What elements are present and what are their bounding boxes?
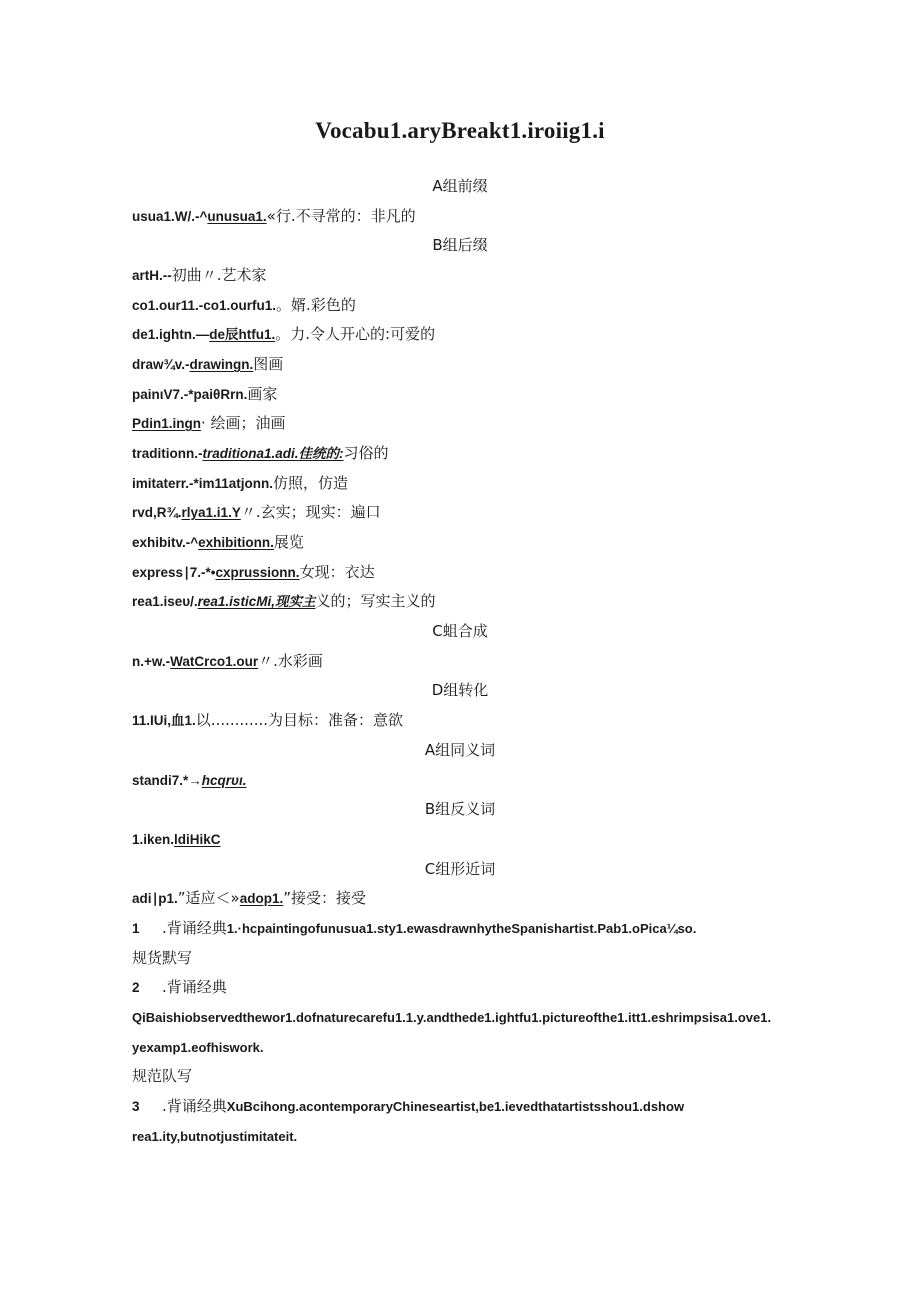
recite-item-2: 2 .背诵经典 bbox=[132, 978, 227, 996]
section-heading-synonym: A组同义词 bbox=[424, 741, 496, 759]
page-title: Vocabu1.aryBreakt1.iroiig1.i bbox=[315, 118, 605, 143]
recite-item-1: 1 .背诵经典1.·hcpaintingofunusua1.sty1.ewasdrawnhytheSpanishartist.Pab1.oPica¼so. bbox=[132, 919, 697, 937]
section-heading-compound: C蛆合成 bbox=[432, 622, 488, 640]
vocab-entry-realise: rea1.iseυ/.rea1.isticMi,现实主义的；写实主义的 bbox=[132, 592, 436, 610]
section-heading-suffix: B组后缀 bbox=[432, 236, 488, 254]
section-heading-prefix: A组前缀 bbox=[432, 177, 488, 195]
vocab-entry-tradition: traditionn.-traditiona1.adi.佳统的:习俗的 bbox=[132, 444, 389, 462]
recite-item-3-text-cont: rea1.ity,butnotjustimitateit. bbox=[132, 1129, 298, 1144]
vocab-entry-unusual: usua1.W/.-^unusua1.«行.不寻常的：非凡的 bbox=[132, 207, 416, 225]
section-heading-antonym: B组反义词 bbox=[424, 800, 496, 818]
recite-item-2-text: QiBaishiobservedthewor1.dofnaturecarefu1.1.y.andthede1.ightfu1.pictureofthe1.itt1.eshrimpsisa1.ove1. bbox=[132, 1010, 772, 1025]
vocab-entry-express: express∣7.-*•cxprussionn.女现：衣达 bbox=[132, 563, 375, 581]
vocab-entry-real: rvd,R¾.rlya1.i1.Y〃.玄实；现实：遍口 bbox=[132, 503, 381, 521]
recite-item-3: 3 .背诵经典XuBcihong.acontemporaryChineseartist,be1.ievedthatartistsshou1.dshow bbox=[132, 1097, 685, 1115]
recite-item-2-text-cont: yexamp1.eofhiswork. bbox=[132, 1040, 264, 1055]
vocab-entry-delight: de1.ightn.—de辰htfu1.。力.令人开心的:可爱的 bbox=[132, 325, 436, 343]
vocab-entry-paint: painιV7.-*paiθRrn.画家 bbox=[132, 385, 278, 403]
vocab-entry-exhibit: exhibitv.-^exhibitionn.展览 bbox=[132, 533, 304, 551]
vocab-entry-aim: 11.IUi,血1.以............为目标：准备：意欲 bbox=[132, 711, 404, 729]
vocab-entry-art: artH.--初曲〃.艺术家 bbox=[132, 266, 267, 284]
vocab-entry-painting: Pdin1.ingn· 绘画；油画 bbox=[132, 414, 286, 432]
vocab-entry-colour: co1.our11.-co1.ourfu1.。婿.彩色的 bbox=[132, 296, 356, 314]
vocab-entry-draw: draw¾v.-drawingn.图画 bbox=[132, 355, 284, 373]
vocab-entry-like: 1.iken.ldiHikC bbox=[132, 832, 221, 847]
vocab-entry-adapt: adi∣p1.”适应＜»adop1.”接受：接受 bbox=[132, 889, 367, 907]
recite-item-1-label: 规货默写 bbox=[132, 949, 193, 967]
vocab-entry-watercolour: n.+w.-WatCrco1.our〃.水彩画 bbox=[132, 652, 323, 670]
vocab-entry-stand: standi7.*→hcqrυι. bbox=[132, 773, 247, 788]
section-heading-similar: C组形近词 bbox=[424, 860, 496, 878]
section-heading-conversion: D组转化 bbox=[431, 681, 489, 699]
recite-item-2-label: 规范队写 bbox=[132, 1067, 193, 1085]
vocab-entry-imitate: imitaterr.-*im11atjonn.仿照，仿造 bbox=[132, 474, 349, 492]
